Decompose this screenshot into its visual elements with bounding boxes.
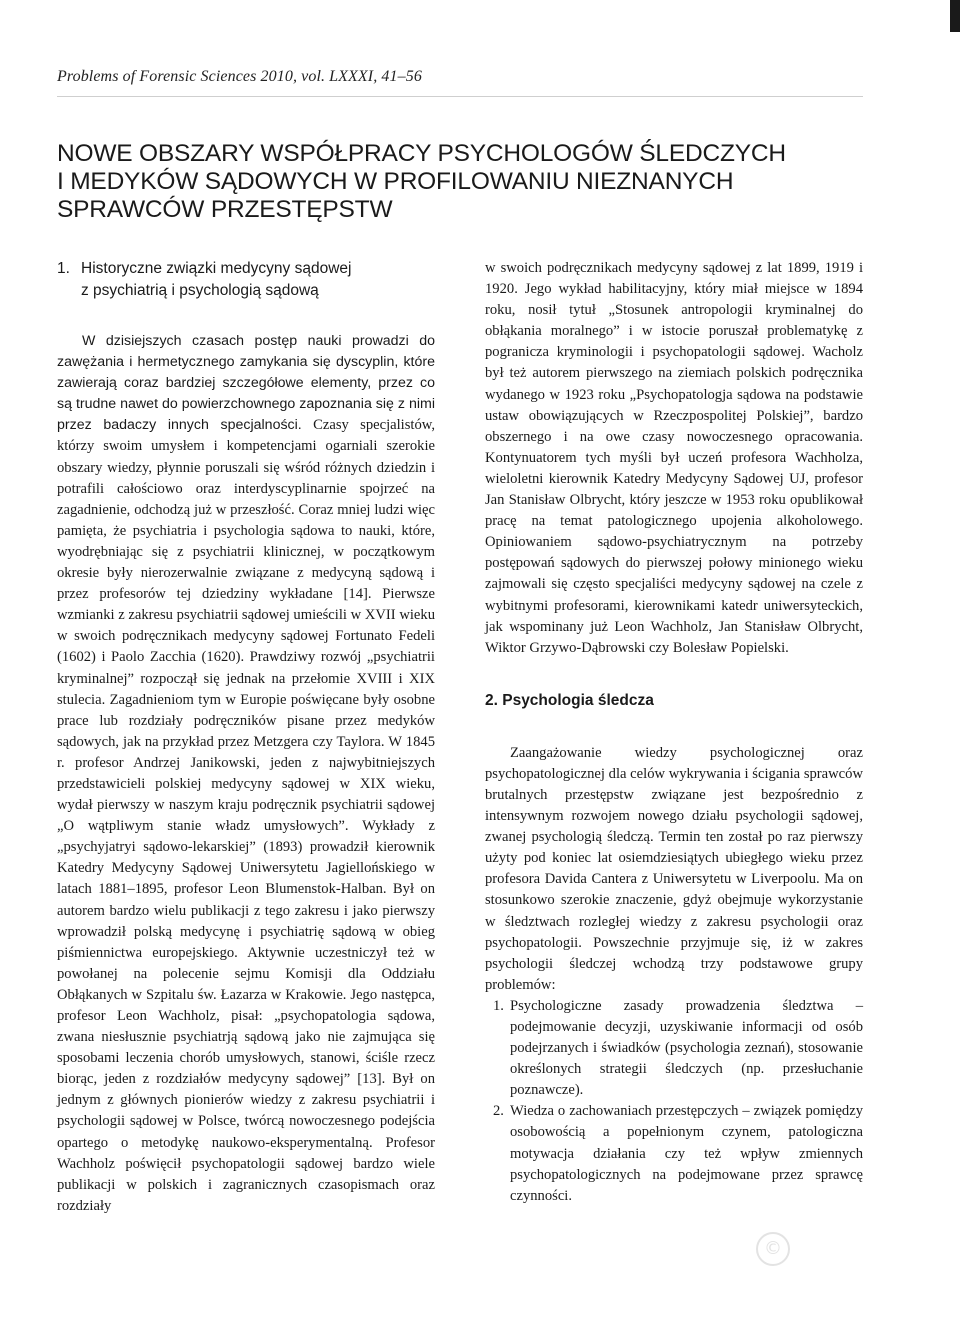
running-header: Problems of Forensic Sciences 2010, vol. LXXXI, 41–56	[57, 68, 422, 85]
problem-list	[485, 996, 863, 1207]
title-line: I MEDYKÓW SĄDOWYCH W PROFILOWANIU NIEZNANYCH	[57, 168, 734, 195]
list-item-text: Psychologiczne zasady prowadzenia śledztwa – podejmowanie decyzji, uzyskiwanie informacji od osób podejrzanych i świadków (psychologia zeznań), stosowanie określonych strategii śledczych (np. przesłuchanie poznawcze).	[510, 997, 863, 1099]
right-column	[485, 258, 863, 1207]
title-line: SPRAWCÓW PRZESTĘPSTW	[57, 196, 393, 223]
paragraph	[57, 331, 435, 1217]
article-title	[57, 140, 897, 224]
left-column	[57, 258, 435, 1217]
corner-mark	[950, 0, 960, 32]
title-line: NOWE OBSZARY WSPÓŁPRACY PSYCHOLOGÓW ŚLEDCZYCH	[57, 140, 786, 167]
section-number: 1.	[57, 260, 70, 277]
paragraph-text: Czasy specjalistów, którzy swoim umysłem i kompetencjami ogarniali szerokie obszary wiedzy, płynnie poruszali się wśród różnych dziedzin i potrafili całościowo oraz interdyscyplinarnie spojrzeć na zagadnienie, odchodzą już w przeszłość. Coraz mniej ludzi więc pamięta, że psychiatria i psychologia sądowa to nauki, które, wyodrębniając się z psychiatrii klinicznej, w początkowym okresie były nierozerwalnie związane z medycyną sądową i przez profesorów tej dziedziny wykładane [14]. Pierwsze wzmianki z zakresu psychiatrii sądowej umieścili w XVII wieku w swoich podręcznikach medycyny sądowej Fortunato Fedeli (1602) i Paolo Zacchia (1620). Prawdziwy rozwój „psychiatrii kryminalnej” rozpoczął się jednak na przełomie XVIII i XIX stulecia. Zagadnieniom tym w Europie poświęcane były osobne prace lub rozdziały podręczników pisane przez medyków sądowych, jak na przykład przez Metzgera czy Taylora. W 1845 r. profesor Andrzej Janikowski, jeden z najwybitniejszych przedstawicieli polskiej medycyny sądowej w XIX wieku, wydał pierwszy w naszym kraju podręcznik psychiatrii sądowej „O wątpliwym stanie władz umysłowych”. Wykłady z „psychyjatryi sądowo-lekarskiej” (1893) prowadził kierownik Katedry Medycyny Sądowej Uniwersytetu Jagiellońskiego w latach 1881–1895, profesor Leon Blumenstok-Halban. Był on autorem bardzo wielu publikacji z tego zakresu i jako pierwszy wprowadził polską medycynę i psychiatrię sądową w obieg piśmiennictwa europejskiego. Aktywnie uczestniczył też w powołanej na polecenie sejmu Komisji dla Oddziału Obłąkanych w Szpitalu św. Łazarza w Krakowie. Jego następca, profesor Leon Wachholz, pisał: „psychopatologia sądowa, zwana niesłusznie psychiatrją sądową jako nie zajmująca się sposobami leczenia chorób umysłowych, stanowi, ściśle rzecz biorąc, jeden z rozdziałów medycyny sądowej” [13]. Był on jednym z głównych pionierów wiedzy z zakresu psychiatrii i psychologii sądowej w Polsce, twórcą nowoczesnego podejścia opartego o metodykę naukowo-eksperymentalną. Profesor Wachholz poświęcił psychopatologii sądowej bardzo wiele publikacji w polskich i zagranicznych czasopismach oraz rozdziały	[57, 417, 435, 1214]
section-2-heading: 2. Psychologia śledcza	[485, 691, 654, 709]
list-item-text: Wiedza o zachowaniach przestępczych – związek pomiędzy osobowością a popełnionym czynem, patologiczna motywacja działania czy też wpływ zmiennych psychopatologicznych na podejmowane przez sprawcę czynności.	[510, 1103, 863, 1204]
section-heading-line: Historyczne związki medycyny sądowej	[81, 260, 352, 277]
paragraph-sans-text: W dzisiejszych czasach postęp nauki prowadzi do zawężania i hermetycznego zamykania się dyscyplin, które zawierają coraz bardziej szczegółowe elementy, przez co są trudne nawet do powierzchownego zapoznania się z nimi przez badaczy innych specjalności.	[57, 333, 435, 434]
header-rule	[57, 96, 863, 97]
paragraph: Zaangażowanie wiedzy psychologicznej oraz psychopatologicznej dla celów wykrywania i ścigania sprawców brutalnych przestępstw związane jest bezpośrednio z intensywnym rozwojem nowego działu psychologii sądowej, zwanej psychologią śledczą. Termin ten został po raz pierwszy użyty pod koniec lat osiemdziesiątych ubiegłego wieku przez profesora Davida Cantera z Uniwersytetu w Liverpoolu. Ma on stosunkowo szerokie znaczenie, gdyż obejmuje wykorzystanie w śledztwach rozległej wiedzy z zakresu psychologii oraz psychopatologii. Powszechnie przyjmuje się, iż w zakres psychologii śledczej wchodzą trzy podstawowe grupy problemów:	[485, 744, 863, 993]
paragraph-continued: w swoich podręcznikach medycyny sądowej z lat 1899, 1919 i 1920. Jego wykład habilitacyjny, który miał miejsce w 1894 roku, nosił tytuł „Stosunek antropologii kryminalnej do obłąkania moralnego” i w istocie poruszał problematykę z pogranicza kryminologii i psychopatologii sądowej. Wacholz był też autorem pierwszego na ziemiach polskich podręcznika wydanego w 1923 roku „Psychopatologja sądowa na podstawie ustaw obowiązujących w Rzeczpospolitej Polskiej”, bardzo obszernego i na owe czasy nowoczesnego opracowania. Kontynuatorem tych myśli był uczeń profesora Wachholza, wieloletni kierownik Katedry Medycyny Sądowej UJ, profesor Jan Stanisław Olbrycht, który jeszcze w 1953 roku opublikował pracę na temat patologicznego upojenia alkoholowego. Opiniowaniem sądowo-psychiatrycznym na potrzeby postępowań sądowych do pierwszej połowy minionego wieku zajmowali się często specjaliści medycyny sądowej na czele z wybitnymi profesorami, kierownikami katedr uniwersyteckich, jak wspominany już Leon Wachholz, Jan Stanisław Olbrycht, Wiktor Grzywo-Dąbrowski czy Bolesław Popielski.	[485, 260, 863, 656]
section-heading-line: z psychiatrią i psychologią sądową	[81, 282, 319, 299]
list-item	[485, 1101, 863, 1206]
list-item	[485, 996, 863, 1101]
copyright-watermark-icon: ©	[756, 1232, 790, 1266]
list-marker: 1.	[493, 997, 504, 1014]
section-1-heading	[57, 258, 435, 302]
list-marker: 2.	[493, 1103, 504, 1120]
